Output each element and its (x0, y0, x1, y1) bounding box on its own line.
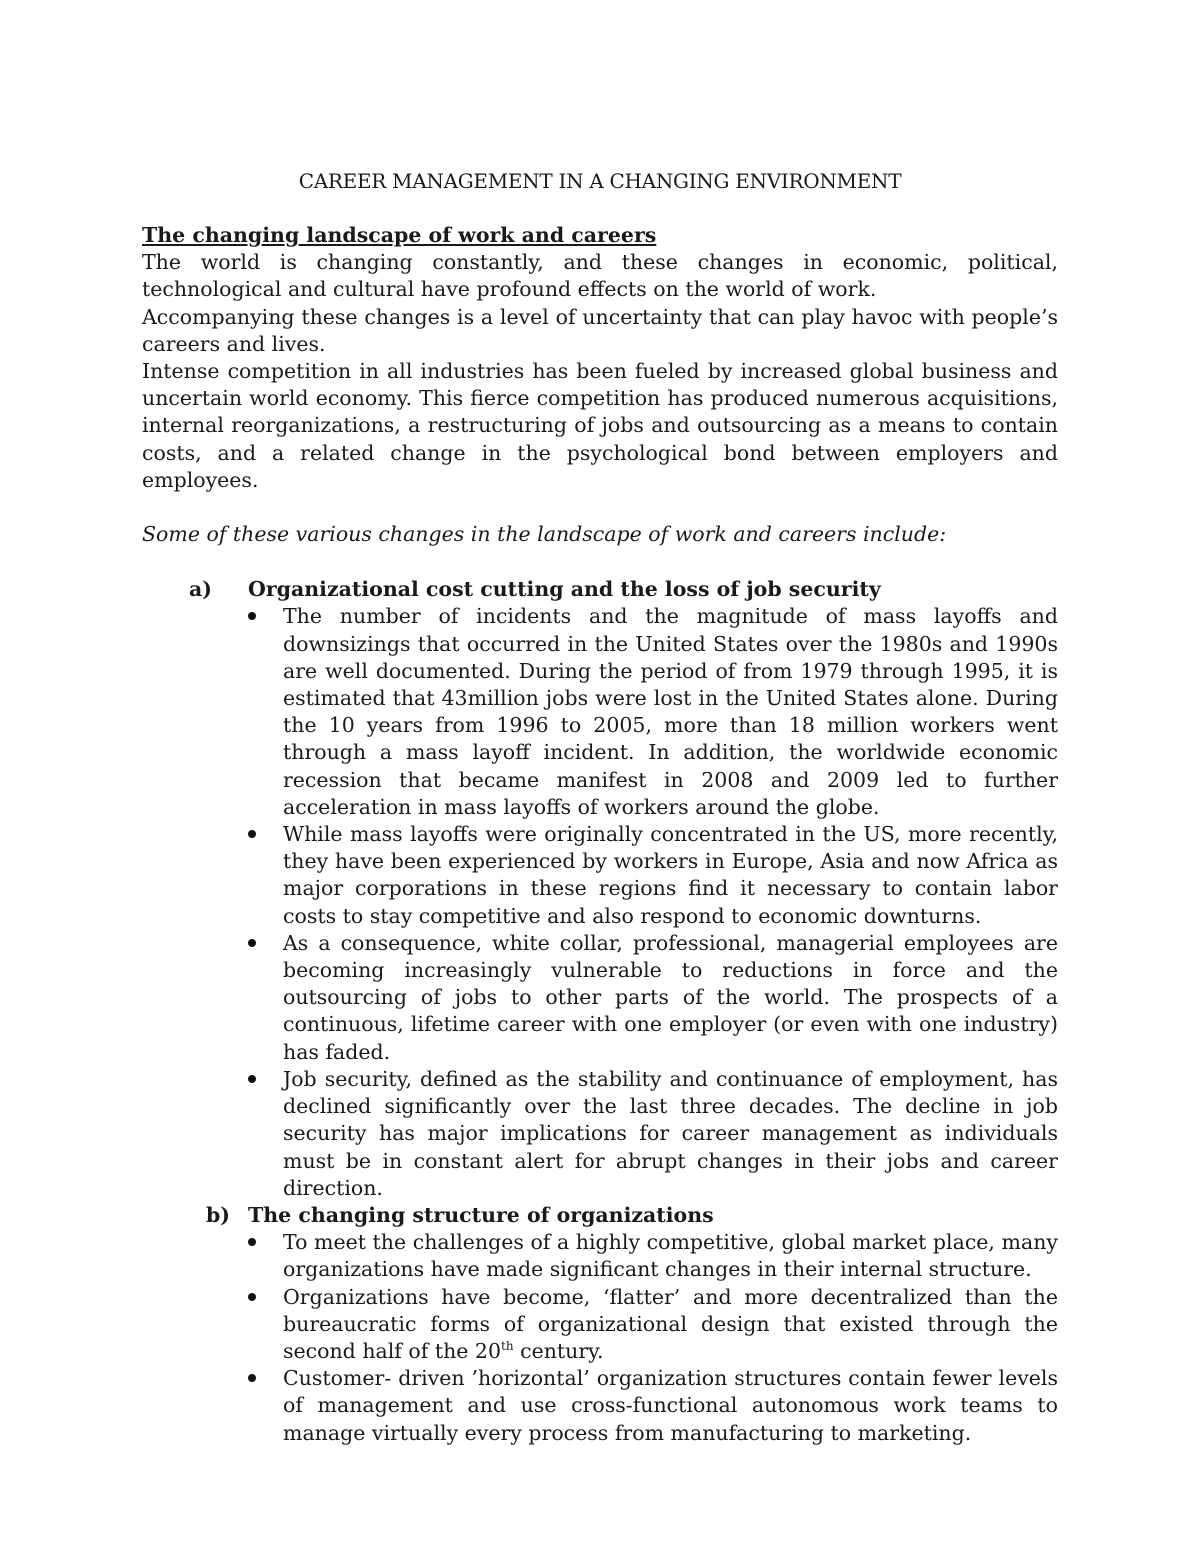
list-item-text: Job security, defined as the stability and continuance of employment, has declined significantly over the last three decades. The decline in job security has major implications for career management as individuals must be in constant alert for abrupt changes in their jobs and career direction. (283, 1066, 1058, 1200)
section-a-title (142, 576, 1058, 603)
list-item-text: The number of incidents and the magnitude of mass layoffs and downsizings that occurred in the United States over the 1980s and 1990s are well documented. During the period of from 1979 through 1995, it is estimated that 43million jobs were lost in the United States alone. During the 10 years from 1996 to 2005, more than 18 million workers went through a mass layoff incident. In addition, the worldwide economic recession that became manifest in 2008 and 2009 led to further acceleration in mass layoffs of workers around the globe. (283, 604, 1058, 819)
list-item-text: To meet the challenges of a highly competitive, global market place, many organizations have made significant changes in their internal structure. (283, 1230, 1058, 1282)
list-item-text: Customer- driven ’horizontal’ organization structures contain fewer levels of management and use cross-functional autonomous work teams to manage virtually every process from manufacturing to marketing. (283, 1366, 1058, 1445)
bullet-icon (248, 939, 256, 947)
section-heading: The changing landscape of work and careers (142, 223, 657, 247)
intro-text: Some of these various changes in the landscape of work and careers include: (142, 522, 947, 547)
list-item (283, 1229, 1058, 1283)
section-b-title (142, 1202, 1058, 1229)
section-b-title-text: The changing structure of organizations (248, 1202, 714, 1227)
bullet-icon (248, 830, 256, 838)
list-item-text: As a consequence, white collar, professional, managerial employees are becoming increasingly vulnerable to reductions in force and the outsourcing of jobs to other parts of the world. The prospects of a continuous, lifetime career with one employer (or even with one industry) has faded. (283, 930, 1058, 1064)
document-page (142, 168, 1058, 1447)
bullet-icon (248, 612, 256, 620)
list-item (283, 930, 1058, 1066)
list-item (283, 1284, 1058, 1366)
section-a-bullets (142, 603, 1058, 1201)
superscript: th (501, 1339, 514, 1354)
paragraph-1: The world is changing constantly, and these changes in economic, political, technological and cultural have profound effects on the world of work. (142, 250, 1058, 302)
bullet-icon (248, 1075, 256, 1083)
list-item (283, 821, 1058, 930)
section-b-letter: b) (205, 1202, 230, 1227)
section-a-letter: a) (189, 577, 212, 602)
section-b-bullets (142, 1229, 1058, 1447)
paragraph-2: Accompanying these changes is a level of uncertainty that can play havoc with people’s careers and lives. (142, 304, 1058, 356)
list-item-text: While mass layoffs were originally concentrated in the US, more recently, they have been experienced by workers in Europe, Asia and now Africa as major corporations in these regions find it necessary to contain labor costs to stay competitive and also respond to economic downturns. (283, 822, 1058, 928)
section-a-title-text: Organizational cost cutting and the loss of job security (248, 577, 881, 602)
list-item-text-tail: century. (513, 1338, 604, 1363)
bullet-icon (248, 1374, 256, 1382)
list-item (283, 603, 1058, 821)
document-title: CAREER MANAGEMENT IN A CHANGING ENVIRONMENT (298, 169, 902, 193)
paragraph-3: Intense competition in all industries has been fueled by increased global business and uncertain world economy. This fierce competition has produced numerous acquisitions, internal reorganizations, a restructuring of jobs and outsourcing as a means to contain costs, and a related change in the psychological bond between employers and employees. (142, 359, 1058, 492)
bullet-icon (248, 1293, 256, 1301)
bullet-icon (248, 1238, 256, 1246)
list-item-text: Organizations have become, ‘flatter’ and more decentralized than the bureaucratic forms of organizational design that existed through the second half of the 20 (283, 1284, 1058, 1363)
list-item (283, 1365, 1058, 1447)
list-item (283, 1066, 1058, 1202)
